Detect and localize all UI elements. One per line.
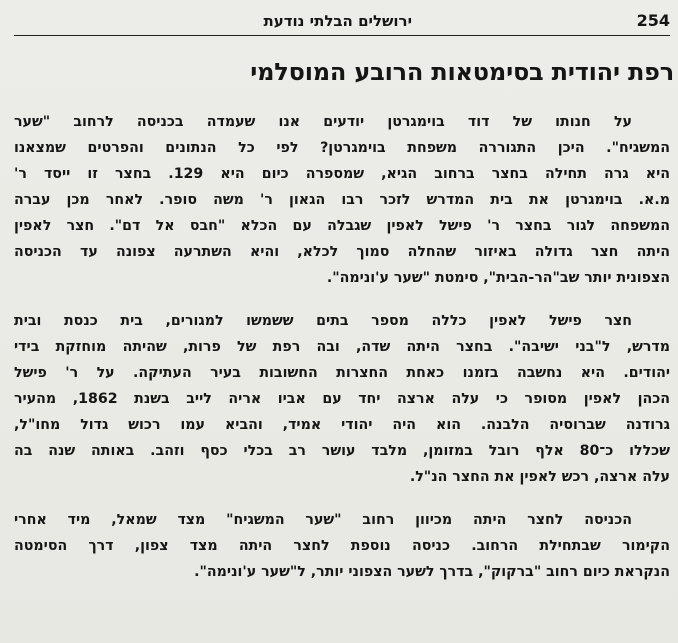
text-line: חצר פישל לאפין כללה מספר בתים ששמשו למגורים, בית כנסת ובית xyxy=(14,313,632,329)
text-line: היתה חצר גדולה באיזור שהחלה סמוך לכלא, והיא השתרעה צפונה עד הכניסה xyxy=(14,244,670,260)
text-line: על חנותו של דוד בוימגרטן יודעים אנו שעמדה בכניסה לרחוב "שער xyxy=(14,114,632,130)
section-title: רפת יהודית בסימטאות הרובע המוסלמי xyxy=(250,58,674,86)
text-line: הכהן לאפין מסופר כי עלה ארצה יחד עם אביו אריה לייב בשנת 1862, מהעיר xyxy=(14,391,670,407)
page-header xyxy=(14,6,670,36)
text-line: הקימור שבתחילת הרחוב. כניסה נוספת לחצר היתה מצד צפון, דרך הסימטה xyxy=(14,538,670,554)
text-line: המשפחה לגור בחצר ר' פישל לאפין שגבלה עם הכלא "חבס אל דם". חצר לאפין xyxy=(14,218,670,234)
page-number: 254 xyxy=(636,11,670,30)
running-title: ירושלים הבלתי נודעת xyxy=(263,12,412,30)
text-line: הצפונית יותר שב"הר-הבית", סימטת "שער ע'ונימה". xyxy=(326,270,670,286)
paragraph-1 xyxy=(14,109,670,291)
header-rule xyxy=(14,35,670,36)
text-line: הכניסה לחצר היתה מכיוון רחוב "שער המשגיח" מצד שמאל, מיד אחרי xyxy=(14,512,632,528)
paragraph-2 xyxy=(14,308,670,490)
text-line: הנקראת כיום רחוב "ברקוק", בדרך לשער הצפוני יותר, ל"שער ע'ונימה". xyxy=(194,564,670,580)
text-line: היא גרה תחילה בחצר ברחוב הגיא, שמספרה כיום היא 129. בחצר זו ייסד ר' xyxy=(14,166,670,182)
body-text xyxy=(14,109,670,602)
text-line: המשגיח". היכן התגוררה משפחת בוימגרטן? לפי כל הנתונים והפרטים שמצאנו xyxy=(14,140,670,156)
text-line: מדרש, ל"בני ישיבה". בחצר היתה שדה, ובה רפת של פרות, שהיתה מוחזקת בידי xyxy=(14,339,670,355)
paragraph-3 xyxy=(14,507,670,585)
text-line: מ.א. בוימגרטן את בית המדרש לזכר רבו הגאון ר' משה סופר. לאחר מכן עברה xyxy=(14,192,670,208)
text-line: שכללו כ־80 אלף רובל במזומן, מלבד עושר רב בכלי כסף וזהב. באותה שנה בה xyxy=(14,443,670,459)
text-line: גרודנה שברוסיה הלבנה. הוא היה יהודי אמיד, והביא עמו רכוש גדול מחו"ל, xyxy=(14,417,670,433)
text-line: יהודים. היא נחשבה בזמנו כאחת החצרות החשובות בעיר העתיקה. על ר' פישל xyxy=(14,365,670,381)
text-line: עלה ארצה, רכש לאפין את החצר הנ"ל. xyxy=(409,469,670,485)
